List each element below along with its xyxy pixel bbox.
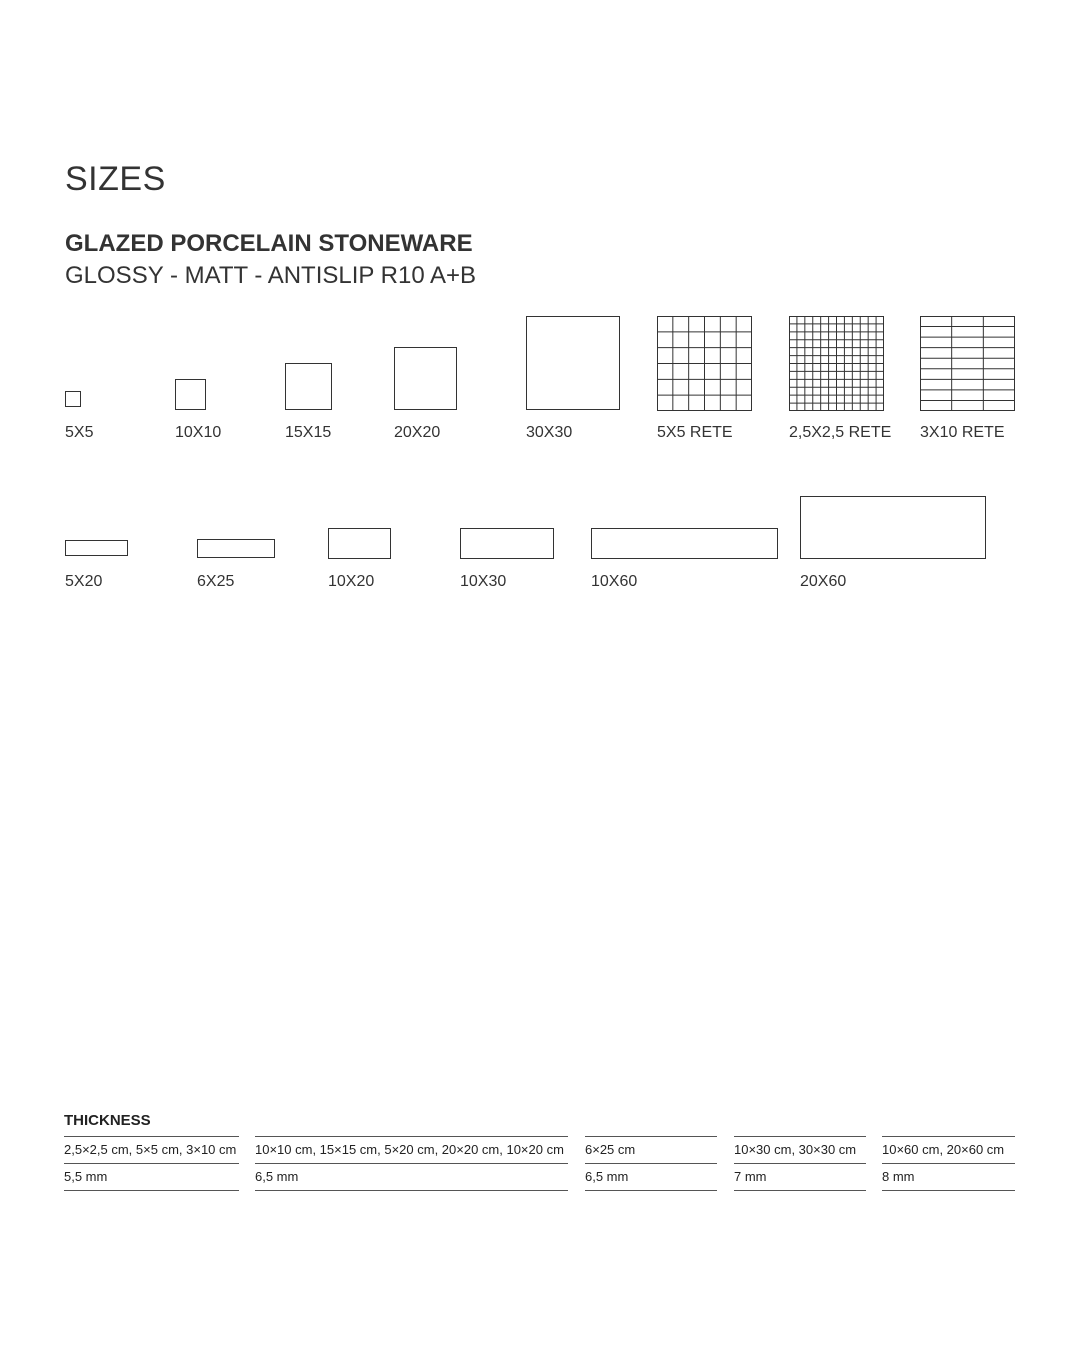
thickness-value: 5,5 mm [64, 1163, 239, 1191]
tile-10x20-shape [328, 528, 391, 559]
thickness-sizes: 10×60 cm, 20×60 cm [882, 1136, 1015, 1163]
thickness-sizes: 10×10 cm, 15×15 cm, 5×20 cm, 20×20 cm, 10×20 cm [255, 1136, 568, 1163]
page-title: SIZES [65, 160, 166, 198]
thickness-column [585, 1136, 717, 1191]
tile-15x15-shape [285, 363, 332, 410]
thickness-sizes: 10×30 cm, 30×30 cm [734, 1136, 866, 1163]
tile-6x25-shape [197, 539, 275, 558]
tile-20x60-label: 20X60 [800, 573, 847, 590]
thickness-value: 6,5 mm [585, 1163, 717, 1191]
material-subtitle: GLAZED PORCELAIN STONEWARE [65, 230, 473, 257]
tile-6x25-label: 6X25 [197, 573, 235, 590]
thickness-column [882, 1136, 1015, 1191]
finishes-line: GLOSSY - MATT - ANTISLIP R10 A+B [65, 262, 477, 289]
tile-5x5-rete-label: 5X5 RETE [657, 424, 733, 441]
tile-5x5-rete-grid [657, 316, 752, 411]
tile-30x30-label: 30X30 [526, 424, 573, 441]
tile-10x60-label: 10X60 [591, 573, 638, 590]
thickness-column [64, 1136, 239, 1191]
tile-10x10-shape [175, 379, 206, 410]
thickness-value: 8 mm [882, 1163, 1015, 1191]
tile-3x10-rete-grid [920, 316, 1015, 411]
tile-30x30-shape [526, 316, 620, 410]
tile-10x30-label: 10X30 [460, 573, 507, 590]
thickness-sizes: 2,5×2,5 cm, 5×5 cm, 3×10 cm [64, 1136, 239, 1163]
tile-10x60-shape [591, 528, 778, 559]
tile-5x5-label: 5X5 [65, 424, 94, 441]
tile-10x20-label: 10X20 [328, 573, 375, 590]
tile-10x10-label: 10X10 [175, 424, 222, 441]
thickness-sizes: 6×25 cm [585, 1136, 717, 1163]
tile-5x20-shape [65, 540, 128, 556]
thickness-column [255, 1136, 568, 1191]
thickness-value: 6,5 mm [255, 1163, 568, 1191]
tile-20x60-shape [800, 496, 986, 559]
tile-10x30-shape [460, 528, 554, 559]
tile-5x5-shape [65, 391, 81, 407]
tile-3x10-rete-label: 3X10 RETE [920, 424, 1005, 441]
thickness-column [734, 1136, 866, 1191]
tile-20x20-label: 20X20 [394, 424, 441, 441]
tile-5x20-label: 5X20 [65, 573, 103, 590]
tile-15x15-label: 15X15 [285, 424, 332, 441]
thickness-title: THICKNESS [64, 1112, 151, 1129]
tile-2-5x2-5-rete-label: 2,5X2,5 RETE [789, 424, 892, 441]
thickness-value: 7 mm [734, 1163, 866, 1191]
tile-2-5x2-5-rete-grid [789, 316, 884, 411]
tile-20x20-shape [394, 347, 457, 410]
grid-border [921, 317, 1015, 411]
